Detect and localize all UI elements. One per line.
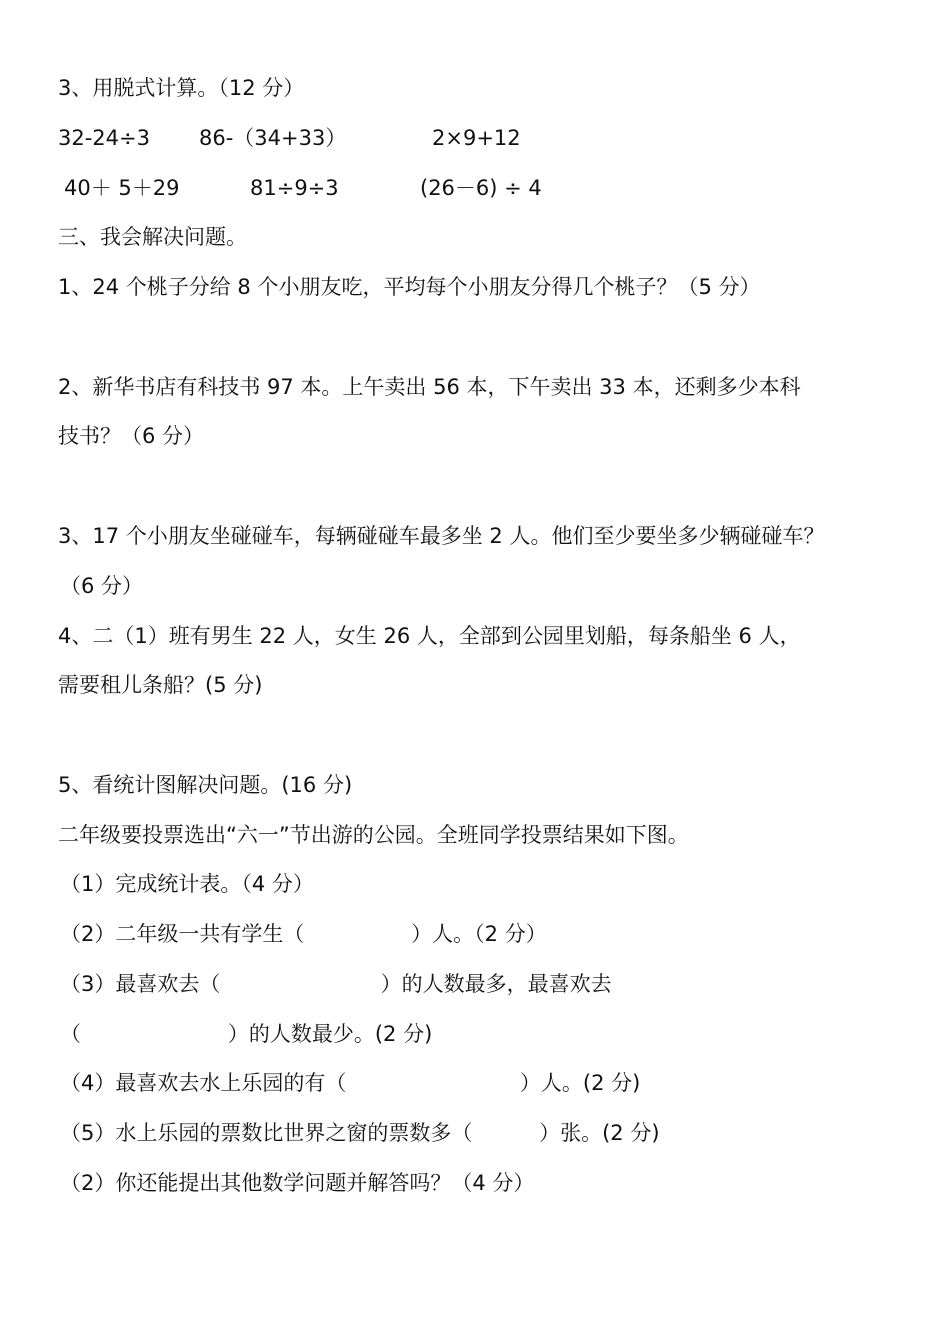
- question-3-line-1: 3、17 个小朋友坐碰碰车，每辆碰碰车最多坐 2 人。他们至少要坐多少辆碰碰车？: [58, 524, 825, 548]
- question-2-line-1: 2、新华书店有科技书 97 本。上午卖出 56 本，下午卖出 33 本，还剩多少本科: [58, 375, 801, 399]
- calc-expression: 2×9+12: [432, 126, 521, 150]
- calc-expression: 40＋ 5＋29: [64, 176, 180, 200]
- question-5-part-2: （2）二年级一共有学生（ ）人。（2 分）: [60, 922, 547, 946]
- calc-row-2: [58, 173, 918, 203]
- calc-expression: 32-24÷3: [58, 126, 150, 150]
- question-5-intro: 二年级要投票选出“六一”节出游的公园。全班同学投票结果如下图。: [58, 823, 689, 847]
- question-5-part-1: （1）完成统计表。（4 分）: [60, 872, 314, 896]
- question-5-heading: 5、看统计图解决问题。(16 分): [58, 773, 353, 797]
- calc-expression: 86-（34+33）: [199, 126, 347, 150]
- calc-expression: 81÷9÷3: [250, 176, 339, 200]
- question-5-part-3-line-1: （3）最喜欢去（ ）的人数最多，最喜欢去: [60, 972, 612, 996]
- calc-heading: 3、用脱式计算。（12 分）: [58, 76, 305, 100]
- question-5-part-4: （4）最喜欢去水上乐园的有（ ）人。(2 分): [60, 1071, 641, 1095]
- question-2-line-2: 技书？（6 分）: [58, 424, 205, 448]
- question-5-part-5: （5）水上乐园的票数比世界之窗的票数多（ ）张。(2 分): [60, 1121, 660, 1145]
- question-4-line-2: 需要租儿条船？(5 分): [58, 673, 263, 697]
- question-1: 1、24 个桃子分给 8 个小朋友吃，平均每个小朋友分得几个桃子？（5 分）: [58, 275, 761, 299]
- question-5-part-6: （2）你还能提出其他数学问题并解答吗？（4 分）: [60, 1171, 535, 1195]
- question-5-part-3-line-2: （ ）的人数最少。(2 分): [60, 1022, 433, 1046]
- question-4-line-1: 4、二（1）班有男生 22 人，女生 26 人，全部到公园里划船，每条船坐 6 人，: [58, 624, 801, 648]
- calc-expression: (26－6) ÷ 4: [420, 176, 542, 200]
- section-three-heading: 三、我会解决问题。: [58, 225, 247, 249]
- calc-row-1: [58, 123, 918, 153]
- question-3-line-2: （6 分）: [60, 574, 144, 598]
